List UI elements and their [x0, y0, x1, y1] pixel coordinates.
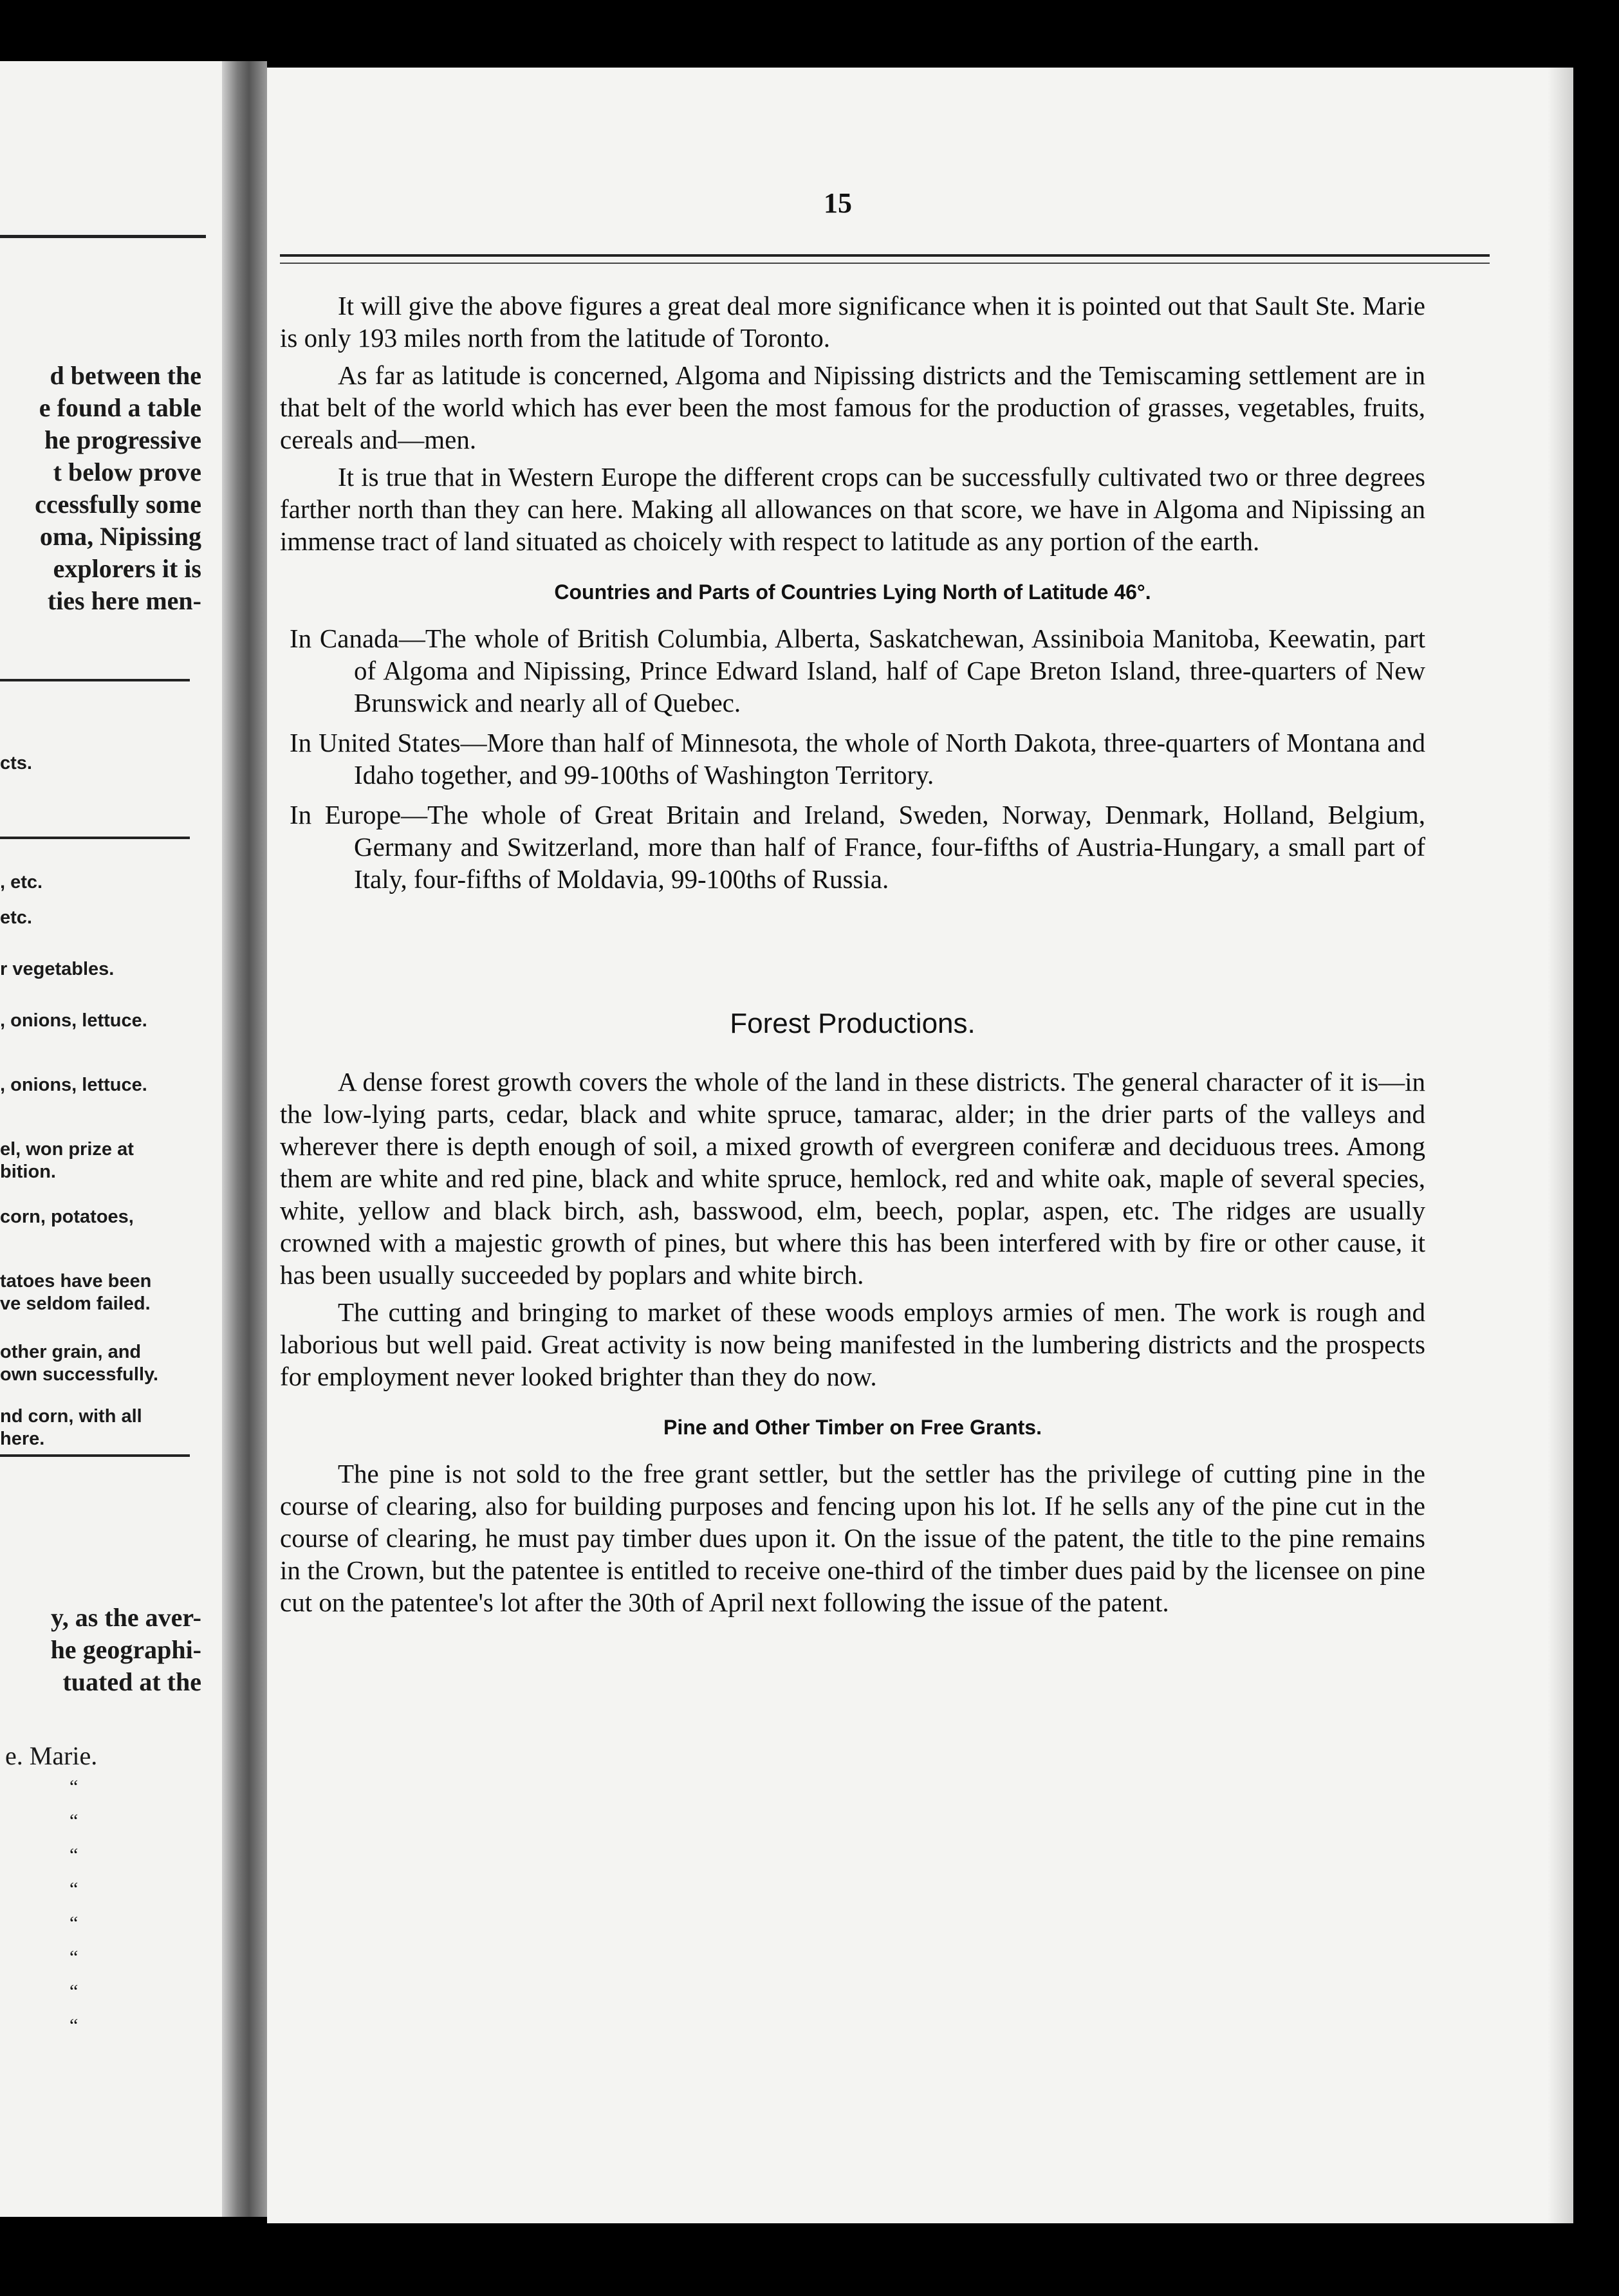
page-number: 15 — [824, 187, 852, 219]
left-text-line: he progressive — [44, 425, 201, 454]
book-gutter — [222, 61, 267, 2217]
paragraph: The pine is not sold to the free grant settler, but the settler has the privilege of cutting pine in the course of clearing, also for building purposes and fencing upon his lot. If he sells any of the pine cut in the course of clearing, he must pay timber dues upon it. On the issue of the patent, the title to the pine remains in the Crown, but the patentee is entitled to receive one-third of the timber dues paid by the licensee on pine cut on the patentee's lot after the 30th of April next following the issue of the patent. — [280, 1459, 1425, 1617]
table-cell: own successfully. — [0, 1364, 159, 1385]
table-bottom-rule — [0, 1454, 190, 1457]
paragraph: The cutting and bringing to market of these woods employs armies of men. The work is rough and laborious but well paid. Great activity is now being manifested in the lumbering districts and the prospects for employment never looked brighter than they do now. — [280, 1297, 1425, 1391]
table-header-rule — [0, 837, 190, 839]
left-text-line: y, as the aver- — [50, 1603, 201, 1632]
section-subheading: Pine and Other Timber on Free Grants. — [663, 1416, 1042, 1439]
left-text-line: e found a table — [39, 393, 201, 422]
table-cell: tatoes have been — [0, 1271, 152, 1292]
table-cell: ve seldom failed. — [0, 1293, 151, 1314]
left-text-line: d between the — [50, 361, 201, 390]
table-cell: etc. — [0, 907, 32, 928]
ditto-mark: “ — [69, 1878, 79, 1900]
table-cell: bition. — [0, 1162, 56, 1182]
paragraph: As far as latitude is concerned, Algoma and Nipissing districts and the Temiscaming settlement are in that belt of the world which has ever been the most famous for the production of grasses, vegetables, fruits, cereals and—men. — [280, 360, 1425, 454]
left-text-line: ties here men- — [47, 586, 201, 615]
table-cell: , onions, lettuce. — [0, 1010, 147, 1031]
left-text-line: e. Marie. — [5, 1741, 98, 1770]
country-entry: In Canada—The whole of British Columbia, Alberta, Saskatchewan, Assiniboia Manitoba, Keewatin, part of Algoma and Nipissing, Prince Edward Island, half of Cape Breton Island, three-quarters of New Brunswick and nearly all of Quebec. — [290, 624, 1425, 718]
page-15 — [267, 68, 1573, 2223]
table-cell: , etc. — [0, 872, 43, 893]
paragraph: It is true that in Western Europe the different crops can be successfully cultivated two or three degrees farther north than they can here. Making all allowances on that score, we have in Algoma and Nipissing an immense tract of land situated as choicely with respect to latitude as any portion of the earth. — [280, 462, 1425, 556]
table-cell: corn, potatoes, — [0, 1207, 134, 1227]
table-column-header: cts. — [0, 753, 32, 773]
table-cell: here. — [0, 1429, 45, 1449]
page-edge-shadow — [1548, 68, 1573, 2223]
table-cell: , onions, lettuce. — [0, 1075, 147, 1095]
previous-page-fragment — [0, 61, 222, 2217]
ditto-mark: “ — [69, 1947, 79, 1968]
ditto-mark: “ — [69, 1912, 79, 1934]
ditto-mark: “ — [69, 1810, 79, 1831]
left-text-line: he geographi- — [50, 1635, 201, 1664]
section-subheading: Countries and Parts of Countries Lying North of Latitude 46°. — [554, 580, 1151, 604]
table-cell: r vegetables. — [0, 959, 115, 979]
table-cell: el, won prize at — [0, 1139, 134, 1160]
page-body — [280, 290, 1425, 1624]
header-rule-thin — [280, 263, 1490, 264]
ditto-mark: “ — [69, 1844, 79, 1866]
header-rule — [0, 235, 206, 238]
left-text-line: t below prove — [53, 458, 201, 486]
left-text-line: explorers it is — [53, 554, 201, 583]
paragraph: A dense forest growth covers the whole of the land in these districts. The general character of it is—in the low-lying parts, cedar, black and white spruce, tamarac, alder; in the drier parts of the valleys and wherever there is depth enough of soil, a mixed growth of evergreen coniferæ and deciduous trees. Among them are white and red pine, black and white spruce, hemlock, red and white oak, maple of several species, white, yellow and black birch, ash, basswood, elm, beech, poplar, aspen, etc. The ridges are usually crowned with a majestic growth of pines, but where this has been interfered with by fire or other cause, it has been usually succeeded by poplars and white birch. — [280, 1067, 1425, 1290]
left-text-line: tuated at the — [62, 1667, 201, 1696]
header-rule — [280, 254, 1490, 257]
country-entry: In Europe—The whole of Great Britain and Ireland, Sweden, Norway, Denmark, Holland, Belgium, Germany and Switzerland, more than half of France, four-fifths of Austria-Hungary, a small part of Italy, four-fifths of Moldavia, 99-100ths of Russia. — [290, 800, 1425, 894]
left-text-line: ccessfully some — [35, 490, 201, 519]
table-cell: other grain, and — [0, 1342, 142, 1362]
left-text-line: oma, Nipissing — [39, 522, 201, 551]
ditto-mark: “ — [69, 2015, 79, 2036]
ditto-mark: “ — [69, 1776, 79, 1797]
ditto-mark: “ — [69, 1981, 79, 2002]
paragraph: It will give the above figures a great deal more significance when it is pointed out that Sault Ste. Marie is only 193 miles north from the latitude of Toronto. — [280, 291, 1425, 353]
section-heading: Forest Productions. — [730, 1008, 976, 1039]
table-top-rule — [0, 679, 190, 681]
table-cell: nd corn, with all — [0, 1406, 142, 1427]
country-entry: In United States—More than half of Minnesota, the whole of North Dakota, three-quarters of Montana and Idaho together, and 99-100ths of Washington Territory. — [290, 728, 1425, 790]
